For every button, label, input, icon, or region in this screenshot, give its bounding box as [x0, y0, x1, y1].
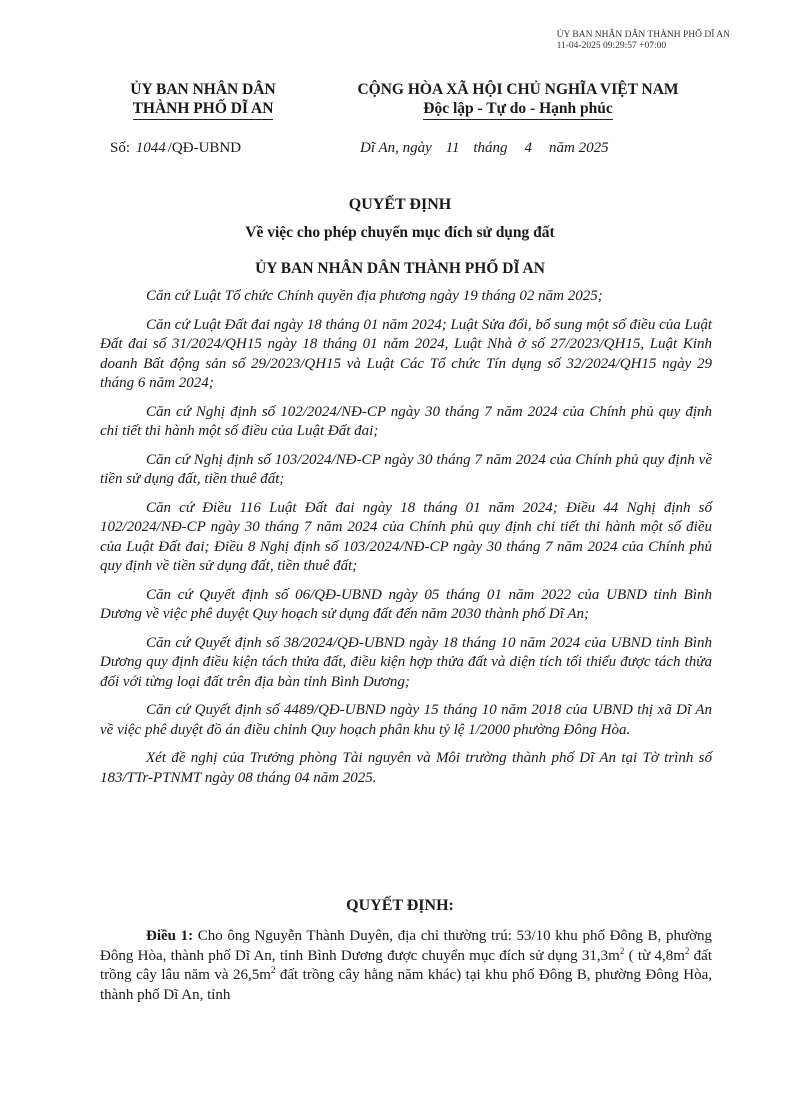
stamp-timestamp: 11-04-2025 09:29:57 +07:00 — [556, 41, 667, 51]
date-prefix: Dĩ An, ngày — [360, 140, 432, 156]
superscript: 2 — [270, 965, 276, 975]
basis-paragraph: Căn cứ Luật Đất đai ngày 18 tháng 01 năm 2024; Luật Sửa đổi, bổ sung một số điều của Luật Đất đai số 31/2024/QH15 ngày 18 tháng 01 năm 2024, Luật Nhà ở số 27/2023/QH15, Luật Kinh doanh Bất động sản số 29/2023/QH15 và Luật Các Tổ chức Tín dụng số 32/2024/QH15 ngày 29 tháng 6 năm 2024; — [100, 316, 712, 391]
basis-paragraph: Căn cứ Quyết định số 06/QĐ-UBND ngày 05 tháng 01 năm 2022 của UBND tỉnh Bình Dương về việc phê duyệt Quy hoạch sử dụng đất đến năm 2030 thành phố Dĩ An; — [100, 586, 712, 622]
date-month-label: tháng — [473, 140, 508, 156]
basis-paragraph: Căn cứ Nghị định số 103/2024/NĐ-CP ngày 30 tháng 7 năm 2024 của Chính phủ quy định về tiền sử dụng đất, tiền thuê đất; — [100, 451, 712, 487]
date-year: năm 2025 — [548, 140, 609, 156]
stamp-issuer: ỦY BAN NHÂN DÂN THÀNH PHỐ DĨ AN — [556, 30, 730, 40]
authority-line-1: ỦY BAN NHÂN DÂN — [130, 81, 276, 98]
nation-name: CỘNG HÒA XÃ HỘI CHỦ NGHĨA VIỆT NAM — [357, 81, 679, 98]
basis-paragraph: Căn cứ Điều 116 Luật Đất đai ngày 18 tháng 01 năm 2024; Điều 44 Nghị định số 102/2024/NĐ-CP ngày 30 tháng 7 năm 2024 của Chính phủ quy định chi tiết thi hành một số điều của Luật Đất đai; Điều 8 Nghị định số 103/2024/NĐ-CP ngày 30 tháng 7 năm 2024 của Chính phủ quy định về tiền sử dụng đất, tiền thuê đất; — [100, 499, 712, 574]
document-type: QUYẾT ĐỊNH — [348, 196, 452, 213]
decision-heading: QUYẾT ĐỊNH: — [346, 897, 454, 914]
digital-signature-stamp — [557, 30, 730, 52]
document-number — [110, 140, 241, 157]
number-value: 1044 — [135, 140, 166, 156]
article-1 — [100, 927, 712, 1005]
number-prefix: Số: — [110, 140, 131, 156]
document-date — [360, 140, 609, 157]
article-1-text: ( từ 4,8m — [624, 947, 685, 964]
basis-paragraph: Xét đề nghị của Trưởng phòng Tài nguyên và Môi trường thành phố Dĩ An tại Tờ trình số 183/TTr-PTNMT ngày 08 tháng 04 năm 2025. — [100, 750, 712, 786]
article-1-label: Điều 1: — [146, 928, 194, 944]
basis-paragraph: Căn cứ Quyết định số 4489/QĐ-UBND ngày 15 tháng 10 năm 2018 của UBND thị xã Dĩ An về việc phê duyệt đồ án điều chỉnh Quy hoạch phân khu tỷ lệ 1/2000 phường Đông Hòa. — [100, 702, 712, 738]
article-1-text: đất trồng cây hằng năm khác) tại khu phố Đông B, phường Đông Hòa, thành phố Dĩ An, tỉnh — [100, 967, 712, 1003]
superscript: 2 — [619, 945, 625, 956]
basis-paragraph: Căn cứ Quyết định số 38/2024/QĐ-UBND ngày 18 tháng 10 năm 2024 của UBND tỉnh Bình Dương quy định điều kiện tách thửa đất, điều kiện hợp thửa đất và diện tích tối thiểu được tách thửa đối với từng loại đất trên địa bàn tỉnh Bình Dương; — [100, 634, 712, 690]
superscript: 2 — [684, 945, 690, 956]
article-1-text: đất trồng cây lâu năm và 26,5m — [100, 947, 713, 983]
date-month: 4 — [524, 140, 532, 156]
article-1-text: Cho ông Nguyễn Thành Duyên, địa chỉ thường trú: 53/10 khu phố Đông B, phường Đông Hòa, thành phố Dĩ An, tỉnh Bình Dương được chuyển mục đích sử dụng 31,3m — [100, 928, 713, 964]
legal-bases — [100, 287, 712, 797]
basis-paragraph: Căn cứ Luật Tổ chức Chính quyền địa phương ngày 19 tháng 02 năm 2025; — [146, 288, 603, 304]
number-suffix: /QĐ-UBND — [167, 140, 242, 156]
basis-paragraph: Căn cứ Nghị định số 102/2024/NĐ-CP ngày 30 tháng 7 năm 2024 của Chính phủ quy định chi tiết thi hành một số điều của Luật Đất đai; — [100, 403, 712, 439]
national-motto: Độc lập - Tự do - Hạnh phúc — [423, 99, 612, 120]
national-title — [318, 80, 718, 120]
document-subject: Về việc cho phép chuyển mục đích sử dụng đất — [245, 224, 555, 241]
article-1-paragraph — [100, 927, 712, 1005]
issuing-authority — [98, 80, 308, 120]
issuer-heading: ỦY BAN NHÂN DÂN THÀNH PHỐ DĨ AN — [255, 260, 545, 277]
authority-line-2: THÀNH PHỐ DĨ AN — [133, 99, 274, 120]
date-day: 11 — [445, 140, 460, 156]
